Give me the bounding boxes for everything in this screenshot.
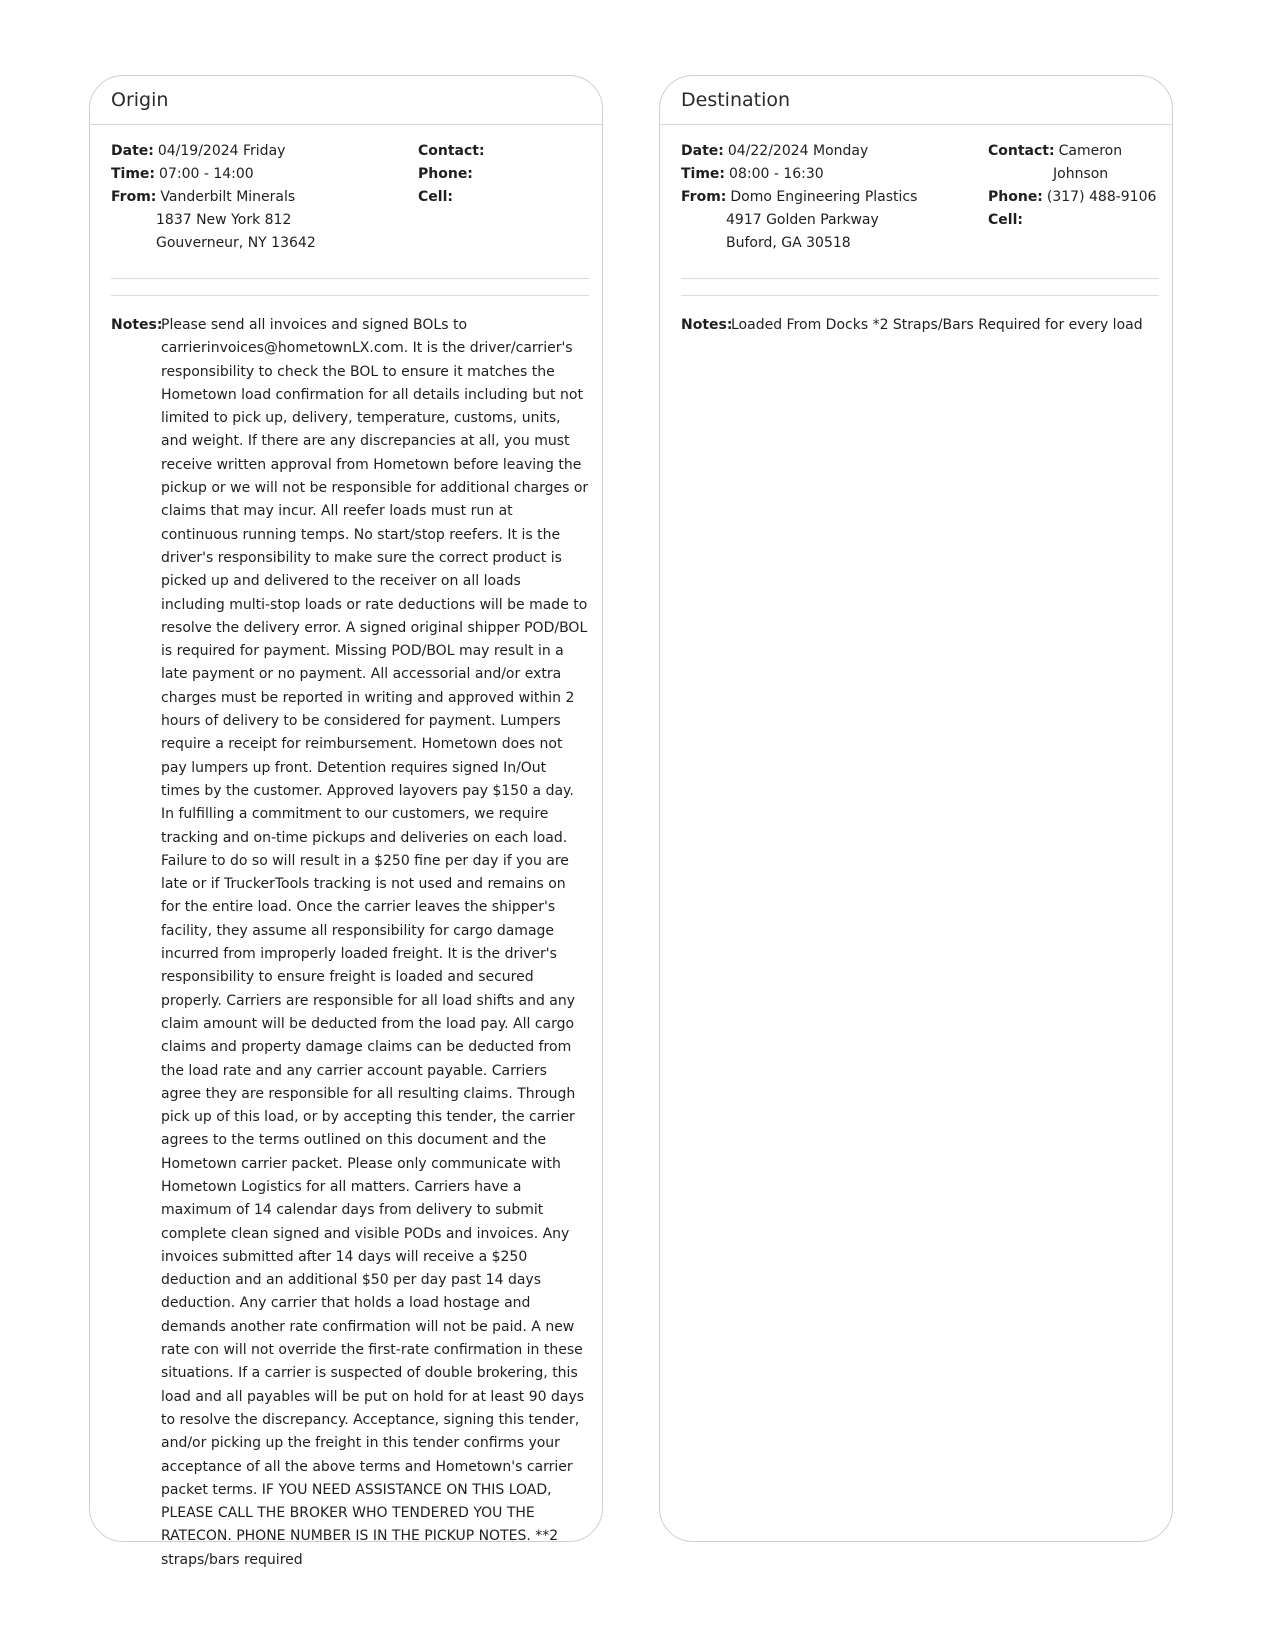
destination-phone-label: Phone: (988, 189, 1043, 205)
destination-time-label: Time: (681, 166, 726, 182)
origin-cell-row (418, 186, 457, 209)
destination-phone: (317) 488-9106 (1046, 189, 1157, 205)
destination-title: Destination (681, 89, 791, 111)
origin-phone-row (418, 163, 477, 186)
origin-time: 07:00 - 14:00 (159, 166, 254, 182)
origin-date-label: Date: (111, 143, 154, 159)
destination-phone-row (988, 186, 1156, 209)
origin-card (89, 75, 603, 1568)
origin-title-divider (90, 124, 602, 125)
destination-contact-last: Johnson (1053, 166, 1109, 182)
origin-notes (111, 314, 589, 1572)
destination-divider-1 (681, 278, 1159, 279)
destination-contact-row (988, 140, 1122, 163)
destination-from-name: Domo Engineering Plastics (730, 189, 918, 205)
origin-from-label: From: (111, 189, 157, 205)
origin-date-row (111, 140, 285, 163)
destination-notes-label: Notes: (681, 317, 733, 333)
origin-address-line1: 1837 New York 812 (156, 212, 292, 228)
origin-cell-label: Cell: (418, 189, 453, 205)
destination-date-label: Date: (681, 143, 724, 159)
destination-address-line2: Buford, GA 30518 (726, 235, 851, 251)
origin-phone-label: Phone: (418, 166, 473, 182)
destination-notes-text: Loaded From Docks *2 Straps/Bars Required for every load (731, 317, 1143, 333)
origin-date: 04/19/2024 Friday (157, 143, 286, 159)
destination-cell-row (988, 209, 1027, 232)
destination-from-row (681, 186, 917, 209)
destination-time: 08:00 - 16:30 (729, 166, 824, 182)
origin-time-label: Time: (111, 166, 156, 182)
destination-contact-first: Cameron (1058, 143, 1123, 159)
destination-contact-label: Contact: (988, 143, 1055, 159)
destination-divider-2 (681, 295, 1159, 296)
destination-date: 04/22/2024 Monday (727, 143, 869, 159)
origin-from-row (111, 186, 295, 209)
origin-address-line2: Gouverneur, NY 13642 (156, 235, 316, 251)
destination-cell-label: Cell: (988, 212, 1023, 228)
destination-date-row (681, 140, 868, 163)
origin-notes-text: Please send all invoices and signed BOLs to carrierinvoices@hometownLX.com. It is the driver/carrier's responsibility to check the BOL to ensure it matches the Hometown load confirmation for all details including but not limited to pick up, delivery, temperature, customs, units, and weight. If there are any discrepancies at all, you must receive written approval from Hometown before leaving the pickup or we will not be responsible for additional charges or claims that may incur. All reefer loads must run at continuous running temps. No start/stop reefers. It is the driver's responsibility to make sure the correct product is picked up and delivered to the receiver on all loads including multi-stop loads or rate deductions will be made to resolve the delivery error. A signed original shipper POD/BOL is required for payment. Missing POD/BOL may result in a late payment or no payment. All accessorial and/or extra charges must be reported in writing and approved within 2 hours of delivery to be considered for payment. Lumpers require a receipt for reimbursement. Hometown does not pay lumpers up front. Detention requires signed In/Out times by the customer. Approved layovers pay $150 a day. In fulfilling a commitment to our customers, we require tracking and on-time pickups and deliveries on each load. Failure to do so will result in a $250 fine per day if you are late or if TruckerTools tracking is not used and remains on for the entire load. Once the carrier leaves the shipper's facility, they assume all responsibility for cargo damage incurred from improperly loaded freight. It is the driver's responsibility to ensure freight is loaded and secured properly. Carriers are responsible for all load shifts and any claim amount will be deducted from the load pay. All cargo claims and property damage claims can be deducted from the load rate and any carrier account payable. Carriers agree they are responsible for all resulting claims. Through pick up of this load, or by accepting this tender, the carrier agrees to the terms outlined on this document and the Hometown carrier packet. Please only communicate with Hometown Logistics for all matters. Carriers have a maximum of 14 calendar days from delivery to submit complete clean signed and visible PODs and invoices. Any invoices submitted after 14 days will receive a $250 deduction and an additional $50 per day past 14 days deduction. Any carrier that holds a load hostage and demands another rate confirmation will not be paid. A new rate con will not override the first-rate confirmation in these situations. If a carrier is suspected of double brokering, this load and all payables will be put on hold for at least 90 days to resolve the discrepancy. Acceptance, signing this tender, and/or picking up the freight in this tender confirms your acceptance of all the above terms and Hometown's carrier packet terms. IF YOU NEED ASSISTANCE ON THIS LOAD, PLEASE CALL THE BROKER WHO TENDERED YOU THE RATECON. PHONE NUMBER IS IN THE PICKUP NOTES. **2 straps/bars required (161, 317, 589, 1568)
destination-from-label: From: (681, 189, 727, 205)
destination-time-row (681, 163, 824, 186)
origin-contact-row (418, 140, 489, 163)
destination-notes (681, 314, 1159, 337)
origin-divider-2 (111, 295, 589, 296)
origin-time-row (111, 163, 254, 186)
destination-address-line1: 4917 Golden Parkway (726, 212, 879, 228)
origin-notes-label: Notes: (111, 317, 163, 333)
origin-divider-1 (111, 278, 589, 279)
origin-from-name: Vanderbilt Minerals (160, 189, 296, 205)
destination-title-divider (660, 124, 1172, 125)
origin-title: Origin (111, 89, 169, 111)
destination-card (659, 75, 1173, 1542)
origin-contact-label: Contact: (418, 143, 485, 159)
